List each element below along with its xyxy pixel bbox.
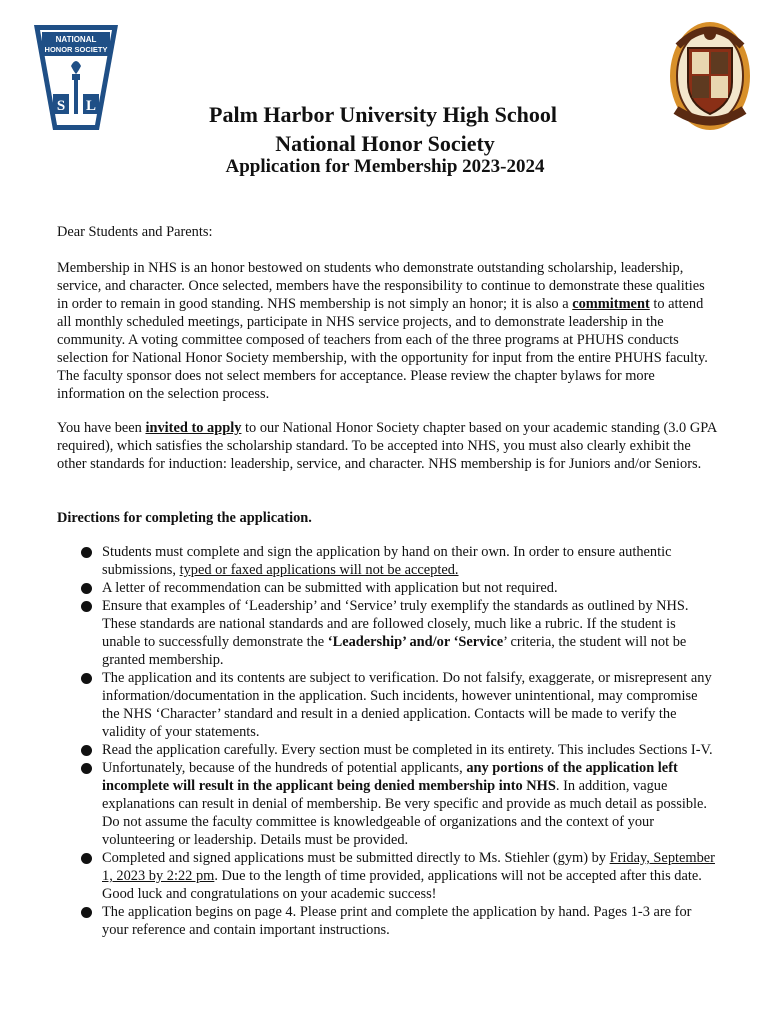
school-title: Palm Harbor University High School — [209, 102, 557, 127]
svg-text:HONOR SOCIETY: HONOR SOCIETY — [44, 45, 108, 54]
bullet-icon — [81, 601, 92, 612]
bullet-icon — [81, 907, 92, 918]
application-subtitle: Application for Membership 2023-2024 — [225, 156, 545, 177]
bullet-icon — [81, 745, 92, 756]
directions-heading: Directions for completing the application. — [57, 510, 312, 526]
svg-text:NATIONAL: NATIONAL — [55, 35, 97, 44]
society-title: National Honor Society — [275, 131, 495, 156]
bullet-icon — [81, 547, 92, 558]
list-item: Completed and signed applications must be submitted directly to Ms. Stiehler (gym) by Friday, September 1, 2023 by 2:22 pm. Due to the length of time provided, applications will not be accepted after this date. Good luck and congratulations on your academic success! — [57, 849, 717, 903]
membership-paragraph: Membership in NHS is an honor bestowed on students who demonstrate outstanding scholarship, leadership, service, and character. Once selected, members have the responsibility to continue to demonstrate these qualities in order to remain in good standing. NHS membership is not simply an honor; it is also a commitment to attend all monthly scheduled meetings, participate in NHS service projects, and to demonstrate leadership in the community. A voting committee composed of teachers from each of the three programs at PHUHS conducts selection for National Honor Society membership, with the opportunity for input from the entire PHUHS faculty. The faculty sponsor does not select members for acceptance. Please review the chapter bylaws for more information on the selection process. — [57, 260, 708, 402]
list-item: The application begins on page 4. Please print and complete the application by hand. Pages 1-3 are for your reference and contain important instructions. — [57, 903, 717, 939]
bullet-icon — [81, 853, 92, 864]
commitment-emphasis: commitment — [572, 296, 650, 312]
svg-text:L: L — [85, 98, 97, 114]
list-item: Read the application carefully. Every section must be completed in its entirety. This includes Sections I-V. — [57, 741, 717, 759]
list-item: Ensure that examples of ‘Leadership’ and ‘Service’ truly exemplify the standards as outlined by NHS. These standards are national standards and are followed closely, much like a rubric. If the student is unable to successfully demonstrate the ‘Leadership’ and/or ‘Service’ criteria, the student will not be granted membership. — [57, 597, 717, 669]
bullet-icon — [81, 673, 92, 684]
directions-list — [57, 543, 717, 939]
list-item: Students must complete and sign the application by hand on their own. In order to ensure authentic submissions, typed or faxed applications will not be accepted. — [57, 543, 717, 579]
invited-emphasis: invited to apply — [145, 420, 242, 436]
bullet-icon — [81, 763, 92, 774]
svg-text:S: S — [56, 98, 66, 114]
invitation-paragraph: You have been invited to apply to our National Honor Society chapter based on your academic standing (3.0 GPA required), which satisfies the scholarship standard. To be accepted into NHS, you must also clearly exhibit the other standards for induction: leadership, service, and character. NHS membership is for Juniors and/or Seniors. — [57, 420, 717, 472]
school-seal-text — [0, 0, 1, 1]
bullet-icon — [81, 583, 92, 594]
list-item: A letter of recommendation can be submitted with application but not required. — [57, 579, 717, 597]
greeting: Dear Students and Parents: — [57, 224, 213, 240]
list-item: Unfortunately, because of the hundreds of potential applicants, any portions of the application left incomplete will result in the applicant being denied membership into NHS. In addition, vague explanations can result in denial of membership. Be very specific and provide as much detail as possible. Do not assume the faculty committee is knowledgeable of organizations and the context of your volunteering or leadership. Details must be provided. — [57, 759, 717, 849]
list-item: The application and its contents are subject to verification. Do not falsify, exaggerate, or misrepresent any information/documentation in the application. Such incidents, however unintentional, may compromise the NHS ‘Character’ standard and result in a denied application. Contacts will be made to verify the validity of your statements. — [57, 669, 717, 741]
